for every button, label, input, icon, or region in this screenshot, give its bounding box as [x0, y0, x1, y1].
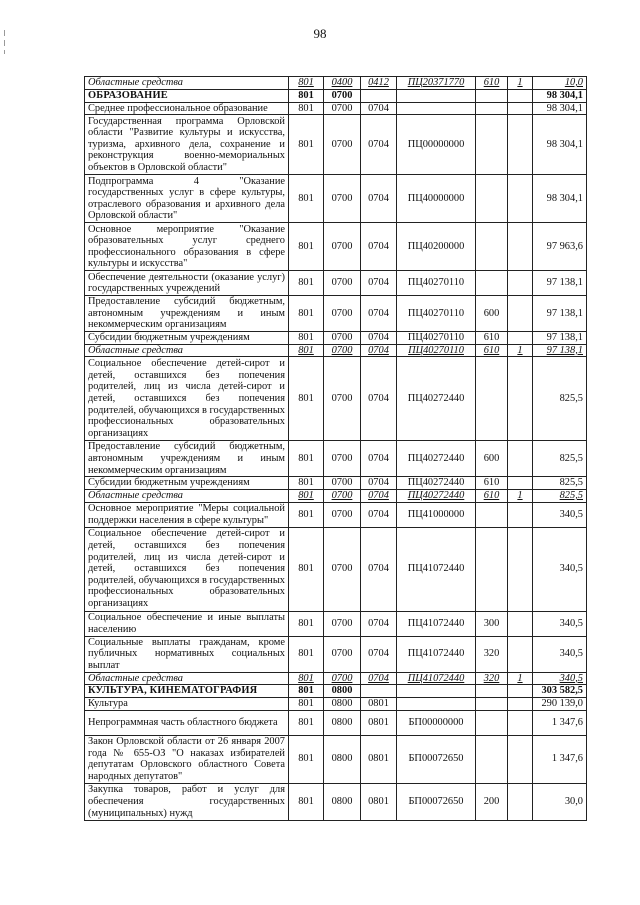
section-code: 0700 [324, 89, 361, 102]
amount: 825,5 [533, 489, 587, 502]
ministry-code: 801 [289, 636, 324, 672]
target-item-code: ПЦ40272440 [397, 357, 476, 441]
amount: 98 304,1 [533, 89, 587, 102]
ministry-code: 801 [289, 102, 324, 115]
expense-type-code: 610 [476, 489, 508, 502]
target-item-code: ПЦ40272440 [397, 477, 476, 490]
table-row [85, 636, 587, 672]
target-item-code [397, 698, 476, 711]
table-row [85, 102, 587, 115]
expense-type-code [476, 735, 508, 783]
target-item-code [397, 89, 476, 102]
subsection-code [361, 685, 397, 698]
target-item-code: ПЦ40272440 [397, 441, 476, 477]
section-code: 0800 [324, 783, 361, 820]
target-item-code: ПЦ40272440 [397, 489, 476, 502]
ministry-code: 801 [289, 223, 324, 271]
ministry-code: 801 [289, 710, 324, 735]
expense-type-code [476, 175, 508, 223]
subsection-code: 0704 [361, 271, 397, 296]
ministry-code: 801 [289, 344, 324, 357]
subsection-code: 0704 [361, 332, 397, 345]
row-name: Непрограммная часть областного бюджета [85, 710, 289, 735]
section-code: 0700 [324, 502, 361, 527]
margin-mark [4, 50, 5, 54]
section-code: 0700 [324, 175, 361, 223]
expenditure-code [508, 102, 533, 115]
budget-table-body [85, 77, 587, 821]
expense-type-code: 320 [476, 672, 508, 685]
page-number: 98 [313, 26, 327, 41]
target-item-code: ПЦ41072440 [397, 611, 476, 636]
row-name: Закупка товаров, работ и услуг для обеспечения государственных (муниципальных) нужд [85, 783, 289, 820]
expense-type-code: 300 [476, 611, 508, 636]
target-item-code: ПЦ41000000 [397, 502, 476, 527]
table-row [85, 357, 587, 441]
table-row [85, 735, 587, 783]
row-name: Областные средства [85, 77, 289, 90]
expense-type-code [476, 527, 508, 611]
row-name: Социальное обеспечение и иные выплаты населению [85, 611, 289, 636]
subsection-code: 0704 [361, 223, 397, 271]
amount: 10,0 [533, 77, 587, 90]
expense-type-code [476, 102, 508, 115]
row-name: Социальные выплаты гражданам, кроме публичных нормативных социальных выплат [85, 636, 289, 672]
expenditure-code: 1 [508, 672, 533, 685]
amount: 340,5 [533, 672, 587, 685]
target-item-code: ПЦ40270110 [397, 332, 476, 345]
table-row [85, 477, 587, 490]
ministry-code: 801 [289, 489, 324, 502]
amount: 98 304,1 [533, 175, 587, 223]
section-code: 0800 [324, 735, 361, 783]
regional-funds-row [85, 672, 587, 685]
expenditure-code [508, 710, 533, 735]
expenditure-code: 1 [508, 344, 533, 357]
expenditure-code [508, 685, 533, 698]
amount: 98 304,1 [533, 102, 587, 115]
row-name: Социальное обеспечение детей-сирот и детей, оставшихся без попечения родителей, лиц из числа детей-сирот и детей, оставшихся без попечения родителей, обучающихся в государственных профессиональных образовательных организациях [85, 527, 289, 611]
expense-type-code: 600 [476, 441, 508, 477]
subsection-code: 0704 [361, 489, 397, 502]
ministry-code: 801 [289, 296, 324, 332]
row-name: Основное мероприятие "Меры социальной поддержки населения в сфере культуры" [85, 502, 289, 527]
expense-type-code: 610 [476, 477, 508, 490]
amount: 340,5 [533, 502, 587, 527]
expense-type-code: 610 [476, 344, 508, 357]
regional-funds-row [85, 77, 587, 90]
section-code: 0700 [324, 344, 361, 357]
section-code: 0800 [324, 710, 361, 735]
expenditure-code [508, 636, 533, 672]
section-code: 0800 [324, 685, 361, 698]
row-name: Субсидии бюджетным учреждениям [85, 332, 289, 345]
expenditure-code [508, 698, 533, 711]
target-item-code: ПЦ20371770 [397, 77, 476, 90]
expense-type-code [476, 357, 508, 441]
ministry-code: 801 [289, 477, 324, 490]
subsection-code: 0704 [361, 102, 397, 115]
amount: 825,5 [533, 477, 587, 490]
expenditure-code [508, 89, 533, 102]
subsection-code: 0704 [361, 502, 397, 527]
subsection-code: 0412 [361, 77, 397, 90]
subsection-code: 0704 [361, 344, 397, 357]
section-code: 0700 [324, 636, 361, 672]
table-row [85, 710, 587, 735]
amount: 303 582,5 [533, 685, 587, 698]
row-name: Подпрограмма 4 "Оказание государственных услуг в сфере культуры, отраслевого образования и архивного дела Орловской области" [85, 175, 289, 223]
expenditure-code: 1 [508, 489, 533, 502]
expenditure-code [508, 271, 533, 296]
amount: 1 347,6 [533, 735, 587, 783]
regional-funds-row [85, 344, 587, 357]
expenditure-code [508, 477, 533, 490]
regional-funds-row [85, 489, 587, 502]
ministry-code: 801 [289, 175, 324, 223]
subsection-code: 0801 [361, 735, 397, 783]
row-name: Областные средства [85, 344, 289, 357]
row-name: Социальное обеспечение детей-сирот и детей, оставшихся без попечения родителей, лиц из числа детей-сирот и детей, оставшихся без попечения родителей, обучающихся в государственных профессиональных образовательных организациях [85, 357, 289, 441]
expenditure-code [508, 175, 533, 223]
ministry-code: 801 [289, 115, 324, 175]
subsection-code: 0704 [361, 357, 397, 441]
target-item-code [397, 685, 476, 698]
expenditure-code [508, 611, 533, 636]
subsection-code: 0704 [361, 672, 397, 685]
ministry-code: 801 [289, 685, 324, 698]
ministry-code: 801 [289, 783, 324, 820]
amount: 97 138,1 [533, 332, 587, 345]
expense-type-code: 600 [476, 296, 508, 332]
amount: 340,5 [533, 611, 587, 636]
expenditure-code [508, 441, 533, 477]
subsection-code: 0704 [361, 611, 397, 636]
target-item-code: БП00072650 [397, 783, 476, 820]
section-row [85, 89, 587, 102]
ministry-code: 801 [289, 672, 324, 685]
expense-type-code [476, 89, 508, 102]
ministry-code: 801 [289, 698, 324, 711]
table-row [85, 698, 587, 711]
expenditure-code [508, 735, 533, 783]
row-name: Государственная программа Орловской области "Развитие культуры и искусства, туризма, архивного дела, сохранение и реконструкция военно-мемориальных объектов в Орловской области" [85, 115, 289, 175]
subsection-code: 0801 [361, 783, 397, 820]
subsection-code: 0704 [361, 175, 397, 223]
ministry-code: 801 [289, 502, 324, 527]
subsection-code [361, 89, 397, 102]
expense-type-code [476, 115, 508, 175]
section-code: 0700 [324, 611, 361, 636]
row-name: Предоставление субсидий бюджетным, автономным учреждениям и иным некоммерческим организациям [85, 441, 289, 477]
amount: 290 139,0 [533, 698, 587, 711]
section-code: 0700 [324, 102, 361, 115]
section-code: 0400 [324, 77, 361, 90]
ministry-code: 801 [289, 527, 324, 611]
section-code: 0700 [324, 223, 361, 271]
target-item-code [397, 102, 476, 115]
table-row [85, 296, 587, 332]
ministry-code: 801 [289, 735, 324, 783]
row-name: Среднее профессиональное образование [85, 102, 289, 115]
target-item-code: ПЦ40270110 [397, 271, 476, 296]
amount: 97 138,1 [533, 296, 587, 332]
section-code: 0700 [324, 527, 361, 611]
expenditure-code [508, 357, 533, 441]
target-item-code: БП00072650 [397, 735, 476, 783]
subsection-code: 0704 [361, 441, 397, 477]
amount: 97 963,6 [533, 223, 587, 271]
subsection-code: 0704 [361, 115, 397, 175]
row-name: Областные средства [85, 489, 289, 502]
table-row [85, 271, 587, 296]
section-code: 0700 [324, 489, 361, 502]
subsection-code: 0704 [361, 636, 397, 672]
section-code: 0700 [324, 271, 361, 296]
expense-type-code [476, 710, 508, 735]
subsection-code: 0801 [361, 710, 397, 735]
row-name: Закон Орловской области от 26 января 2007 года № 655-ОЗ "О наказах избирателей депутатам Орловского областного Совета народных депутатов" [85, 735, 289, 783]
target-item-code: ПЦ40270110 [397, 344, 476, 357]
expense-type-code [476, 271, 508, 296]
table-row [85, 502, 587, 527]
target-item-code: ПЦ41072440 [397, 527, 476, 611]
budget-table [84, 76, 587, 821]
section-code: 0800 [324, 698, 361, 711]
expense-type-code [476, 502, 508, 527]
expense-type-code [476, 223, 508, 271]
amount: 30,0 [533, 783, 587, 820]
table-row [85, 527, 587, 611]
row-name: Основное мероприятие "Оказание образовательных услуг среднего профессионального образования в сфере культуры и искусства" [85, 223, 289, 271]
expenditure-code [508, 115, 533, 175]
expenditure-code [508, 527, 533, 611]
section-row [85, 685, 587, 698]
subsection-code: 0704 [361, 477, 397, 490]
expenditure-code [508, 223, 533, 271]
ministry-code: 801 [289, 271, 324, 296]
amount: 1 347,6 [533, 710, 587, 735]
amount: 97 138,1 [533, 271, 587, 296]
subsection-code: 0801 [361, 698, 397, 711]
amount: 825,5 [533, 441, 587, 477]
section-code: 0700 [324, 441, 361, 477]
target-item-code: ПЦ41072440 [397, 636, 476, 672]
row-name: Обеспечение деятельности (оказание услуг) государственных учреждений [85, 271, 289, 296]
row-name: Субсидии бюджетным учреждениям [85, 477, 289, 490]
row-name: КУЛЬТУРА, КИНЕМАТОГРАФИЯ [85, 685, 289, 698]
expenditure-code [508, 296, 533, 332]
table-row [85, 175, 587, 223]
target-item-code: БП00000000 [397, 710, 476, 735]
amount: 340,5 [533, 636, 587, 672]
table-row [85, 115, 587, 175]
section-code: 0700 [324, 115, 361, 175]
section-code: 0700 [324, 672, 361, 685]
section-code: 0700 [324, 357, 361, 441]
expenditure-code [508, 783, 533, 820]
row-name: Культура [85, 698, 289, 711]
ministry-code: 801 [289, 332, 324, 345]
expense-type-code: 610 [476, 332, 508, 345]
section-code: 0700 [324, 477, 361, 490]
amount: 98 304,1 [533, 115, 587, 175]
subsection-code: 0704 [361, 296, 397, 332]
expenditure-code: 1 [508, 77, 533, 90]
ministry-code: 801 [289, 89, 324, 102]
row-name: Областные средства [85, 672, 289, 685]
ministry-code: 801 [289, 77, 324, 90]
expense-type-code: 610 [476, 77, 508, 90]
expenditure-code [508, 502, 533, 527]
target-item-code: ПЦ40200000 [397, 223, 476, 271]
subsection-code: 0704 [361, 527, 397, 611]
ministry-code: 801 [289, 611, 324, 636]
target-item-code: ПЦ40270110 [397, 296, 476, 332]
expense-type-code [476, 685, 508, 698]
table-row [85, 611, 587, 636]
expenditure-code [508, 332, 533, 345]
amount: 825,5 [533, 357, 587, 441]
ministry-code: 801 [289, 357, 324, 441]
row-name: ОБРАЗОВАНИЕ [85, 89, 289, 102]
row-name: Предоставление субсидий бюджетным, автономным учреждениям и иным некоммерческим организациям [85, 296, 289, 332]
section-code: 0700 [324, 296, 361, 332]
section-code: 0700 [324, 332, 361, 345]
amount: 97 138,1 [533, 344, 587, 357]
table-row [85, 223, 587, 271]
table-row [85, 783, 587, 820]
expense-type-code: 200 [476, 783, 508, 820]
expense-type-code: 320 [476, 636, 508, 672]
ministry-code: 801 [289, 441, 324, 477]
target-item-code: ПЦ00000000 [397, 115, 476, 175]
expense-type-code [476, 698, 508, 711]
table-row [85, 441, 587, 477]
target-item-code: ПЦ41072440 [397, 672, 476, 685]
target-item-code: ПЦ40000000 [397, 175, 476, 223]
amount: 340,5 [533, 527, 587, 611]
table-row [85, 332, 587, 345]
